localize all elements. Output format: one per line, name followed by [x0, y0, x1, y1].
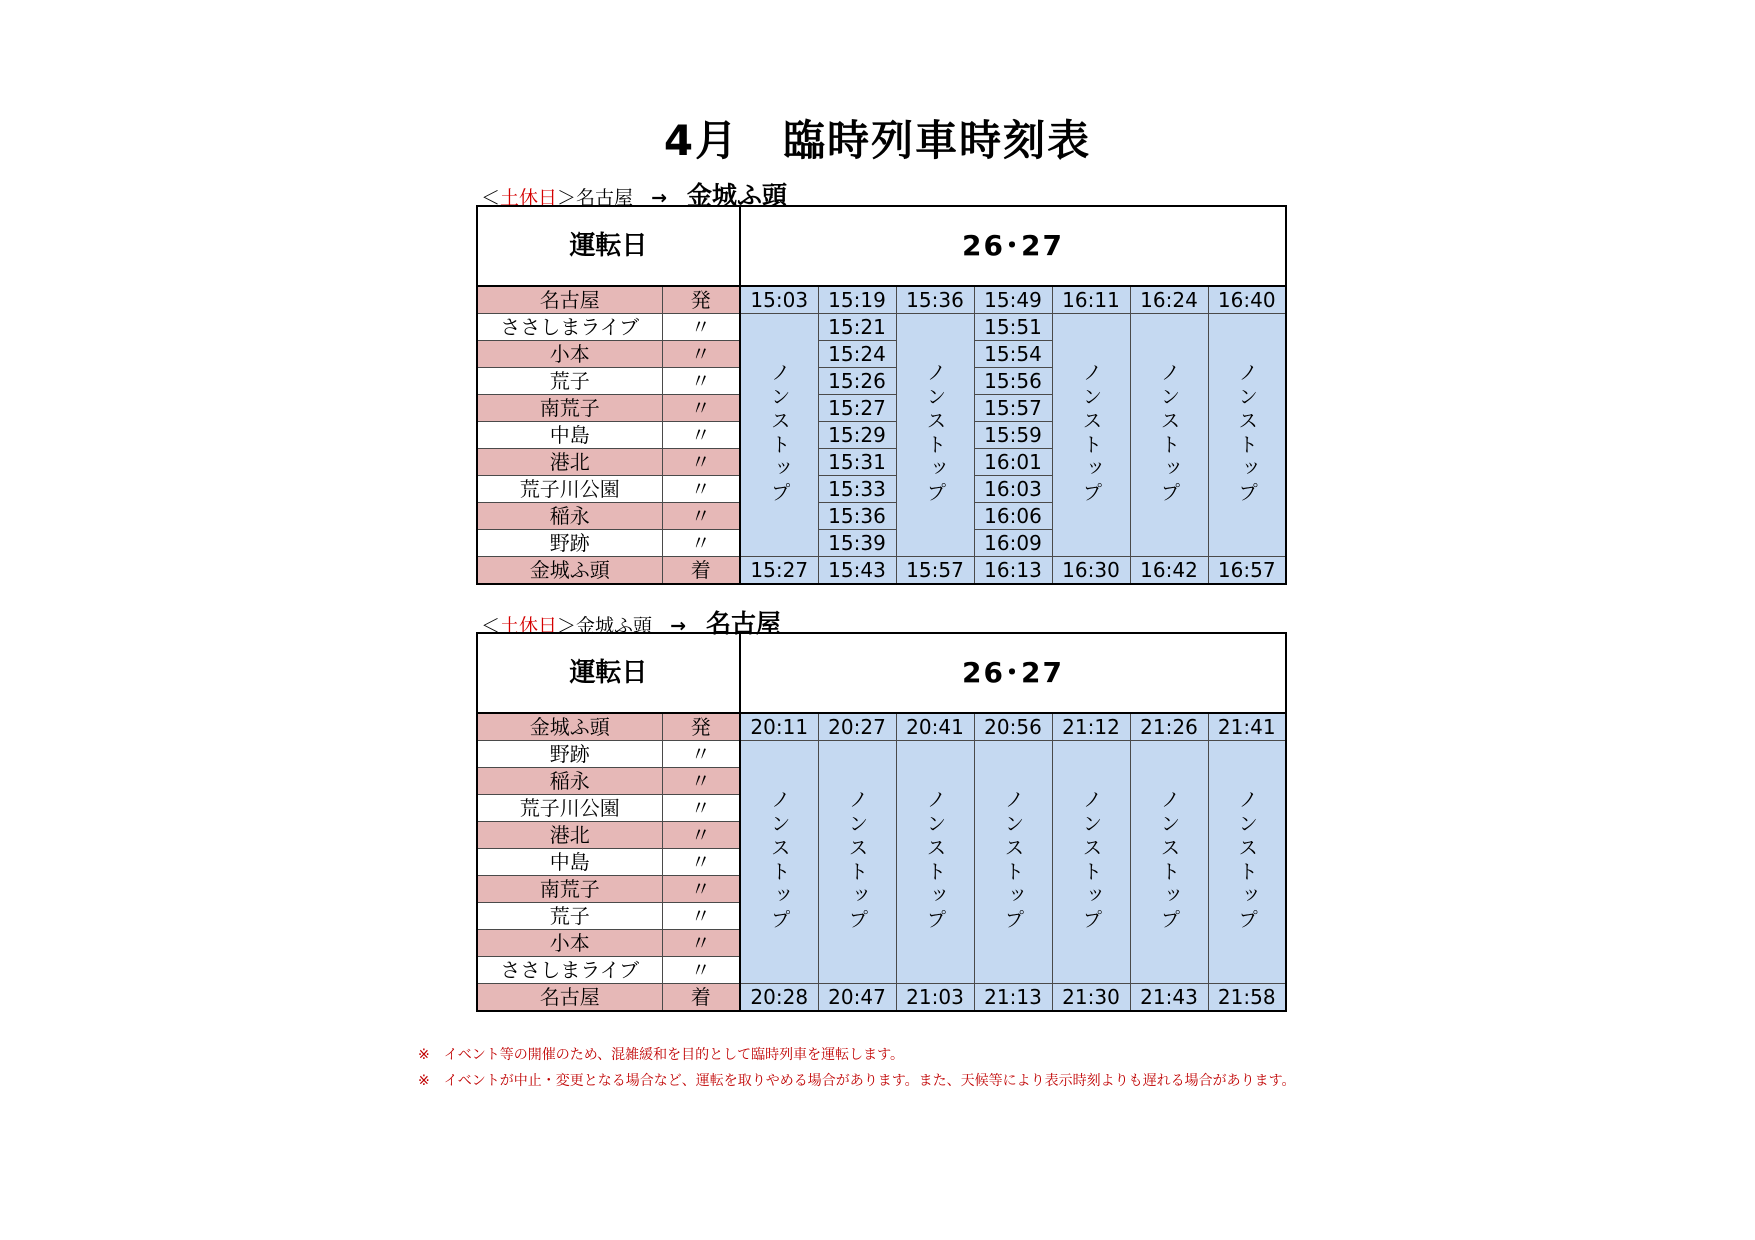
departure-time: 20:27 — [818, 713, 896, 741]
stop-time: 15:54 — [974, 341, 1052, 368]
dep-arr-mark: 着 — [662, 557, 740, 585]
departure-time: 15:49 — [974, 286, 1052, 314]
route-destination: 名古屋 — [705, 609, 781, 638]
station-name: 荒子 — [477, 368, 662, 395]
operating-dates: 26･27 — [740, 206, 1286, 286]
note-mark: ※ — [418, 1047, 430, 1063]
nonstop-cell — [1208, 314, 1286, 557]
arrival-time: 16:30 — [1052, 557, 1130, 585]
station-name: 中島 — [477, 849, 662, 876]
station-name: 港北 — [477, 449, 662, 476]
nonstop-cell — [740, 314, 818, 557]
departure-time: 16:11 — [1052, 286, 1130, 314]
departure-time: 20:11 — [740, 713, 818, 741]
note-1 — [418, 1042, 1296, 1068]
table-row — [477, 713, 1286, 741]
dep-arr-mark: 着 — [662, 984, 740, 1012]
nonstop-label: ノンストップ — [923, 788, 947, 933]
station-name: 荒子 — [477, 903, 662, 930]
arrival-time: 15:43 — [818, 557, 896, 585]
day-type: 土休日 — [500, 615, 558, 637]
nonstop-label: ノンストップ — [1157, 361, 1181, 506]
dep-arr-mark: 〃 — [662, 341, 740, 368]
operating-day-label: 運転日 — [477, 633, 740, 713]
arrival-time: 21:58 — [1208, 984, 1286, 1012]
dep-arr-mark: 〃 — [662, 795, 740, 822]
table-row — [477, 286, 1286, 314]
dep-arr-mark: 〃 — [662, 503, 740, 530]
station-name: 南荒子 — [477, 876, 662, 903]
bracket-open: ＜ — [481, 187, 501, 209]
nonstop-cell — [740, 741, 818, 984]
departure-time: 21:26 — [1130, 713, 1208, 741]
dep-arr-mark: 〃 — [662, 876, 740, 903]
dep-arr-mark: 〃 — [662, 903, 740, 930]
dep-arr-mark: 〃 — [662, 422, 740, 449]
departure-time: 15:36 — [896, 286, 974, 314]
operating-dates: 26･27 — [740, 633, 1286, 713]
dep-arr-mark: 〃 — [662, 395, 740, 422]
arrival-time: 16:57 — [1208, 557, 1286, 585]
departure-time: 20:56 — [974, 713, 1052, 741]
arrival-time: 15:27 — [740, 557, 818, 585]
stop-time: 15:27 — [818, 395, 896, 422]
station-name: ささしまライブ — [477, 957, 662, 984]
arrival-time: 21:43 — [1130, 984, 1208, 1012]
route-destination: 金城ふ頭 — [686, 181, 787, 210]
station-name: 稲永 — [477, 768, 662, 795]
dep-arr-mark: 〃 — [662, 314, 740, 341]
nonstop-cell — [1052, 314, 1130, 557]
nonstop-cell — [1208, 741, 1286, 984]
dep-arr-mark: 〃 — [662, 741, 740, 768]
nonstop-cell — [1052, 741, 1130, 984]
note-text: イベント等の開催のため、混雑緩和を目的として臨時列車を運転します。 — [443, 1047, 905, 1063]
stop-time: 15:33 — [818, 476, 896, 503]
bracket-close: ＞ — [557, 187, 577, 209]
station-name: 中島 — [477, 422, 662, 449]
station-name: ささしまライブ — [477, 314, 662, 341]
route-origin: 名古屋 — [576, 187, 634, 209]
dep-arr-mark: 〃 — [662, 822, 740, 849]
dep-arr-mark: 〃 — [662, 768, 740, 795]
nonstop-label: ノンストップ — [1234, 361, 1259, 506]
nonstop-label: ノンストップ — [1079, 361, 1103, 506]
note-2 — [418, 1068, 1296, 1094]
station-name: 港北 — [477, 822, 662, 849]
timetable-outbound — [476, 205, 1287, 585]
stop-time: 15:57 — [974, 395, 1052, 422]
stop-time: 16:06 — [974, 503, 1052, 530]
station-name: 小本 — [477, 341, 662, 368]
dep-arr-mark: 〃 — [662, 476, 740, 503]
station-name: 野跡 — [477, 741, 662, 768]
arrival-time: 21:30 — [1052, 984, 1130, 1012]
operating-day-label: 運転日 — [477, 206, 740, 286]
station-name: 野跡 — [477, 530, 662, 557]
station-name: 荒子川公園 — [477, 795, 662, 822]
departure-time: 21:41 — [1208, 713, 1286, 741]
arrival-time: 16:42 — [1130, 557, 1208, 585]
arrival-time: 16:13 — [974, 557, 1052, 585]
table-row — [477, 557, 1286, 585]
stop-time: 16:03 — [974, 476, 1052, 503]
stop-time: 15:39 — [818, 530, 896, 557]
timetable-inbound — [476, 632, 1287, 1012]
stop-time: 15:59 — [974, 422, 1052, 449]
arrival-time: 20:47 — [818, 984, 896, 1012]
departure-time: 16:24 — [1130, 286, 1208, 314]
dep-arr-mark: 〃 — [662, 530, 740, 557]
note-mark: ※ — [418, 1073, 430, 1089]
nonstop-cell — [818, 741, 896, 984]
bracket-open: ＜ — [481, 615, 501, 637]
station-name: 稲永 — [477, 503, 662, 530]
dep-arr-mark: 発 — [662, 713, 740, 741]
note-text: イベントが中止・変更となる場合など、運転を取りやめる場合があります。また、天候等により表示時刻よりも遅れる場合があります。 — [443, 1073, 1296, 1089]
nonstop-label: ノンストップ — [1079, 788, 1103, 933]
route-origin: 金城ふ頭 — [576, 615, 653, 637]
bracket-close: ＞ — [557, 615, 577, 637]
dep-arr-mark: 〃 — [662, 957, 740, 984]
dep-arr-mark: 〃 — [662, 368, 740, 395]
nonstop-label: ノンストップ — [767, 361, 792, 506]
table-row — [477, 984, 1286, 1012]
stop-time: 15:21 — [818, 314, 896, 341]
arrow-icon: → — [651, 187, 667, 209]
stop-time: 15:36 — [818, 503, 896, 530]
table-row — [477, 314, 1286, 341]
day-type: 土休日 — [500, 187, 558, 209]
station-name: 荒子川公園 — [477, 476, 662, 503]
nonstop-label: ノンストップ — [1234, 788, 1259, 933]
notes — [418, 1042, 1296, 1094]
arrow-icon: → — [670, 615, 686, 637]
stop-time: 15:29 — [818, 422, 896, 449]
nonstop-cell — [974, 741, 1052, 984]
nonstop-label: ノンストップ — [1157, 788, 1181, 933]
stop-time: 15:24 — [818, 341, 896, 368]
departure-time: 15:03 — [740, 286, 818, 314]
page-title: 4月 臨時列車時刻表 — [663, 116, 1092, 165]
station-name: 金城ふ頭 — [477, 713, 662, 741]
station-name: 名古屋 — [477, 984, 662, 1012]
station-name: 南荒子 — [477, 395, 662, 422]
dep-arr-mark: 〃 — [662, 930, 740, 957]
arrival-time: 15:57 — [896, 557, 974, 585]
nonstop-cell — [896, 741, 974, 984]
departure-time: 21:12 — [1052, 713, 1130, 741]
nonstop-cell — [896, 314, 974, 557]
departure-time: 15:19 — [818, 286, 896, 314]
arrival-time: 21:03 — [896, 984, 974, 1012]
nonstop-label: ノンストップ — [767, 788, 792, 933]
stop-time: 16:09 — [974, 530, 1052, 557]
departure-time: 20:41 — [896, 713, 974, 741]
departure-time: 16:40 — [1208, 286, 1286, 314]
stop-time: 15:31 — [818, 449, 896, 476]
nonstop-cell — [1130, 741, 1208, 984]
stop-time: 16:01 — [974, 449, 1052, 476]
nonstop-label: ノンストップ — [845, 788, 869, 933]
stop-time: 15:51 — [974, 314, 1052, 341]
stop-time: 15:26 — [818, 368, 896, 395]
table-row — [477, 741, 1286, 768]
dep-arr-mark: 発 — [662, 286, 740, 314]
dep-arr-mark: 〃 — [662, 849, 740, 876]
arrival-time: 21:13 — [974, 984, 1052, 1012]
station-name: 金城ふ頭 — [477, 557, 662, 585]
station-name: 小本 — [477, 930, 662, 957]
nonstop-label: ノンストップ — [1001, 788, 1025, 933]
nonstop-cell — [1130, 314, 1208, 557]
nonstop-label: ノンストップ — [923, 361, 947, 506]
stop-time: 15:56 — [974, 368, 1052, 395]
arrival-time: 20:28 — [740, 984, 818, 1012]
dep-arr-mark: 〃 — [662, 449, 740, 476]
station-name: 名古屋 — [477, 286, 662, 314]
